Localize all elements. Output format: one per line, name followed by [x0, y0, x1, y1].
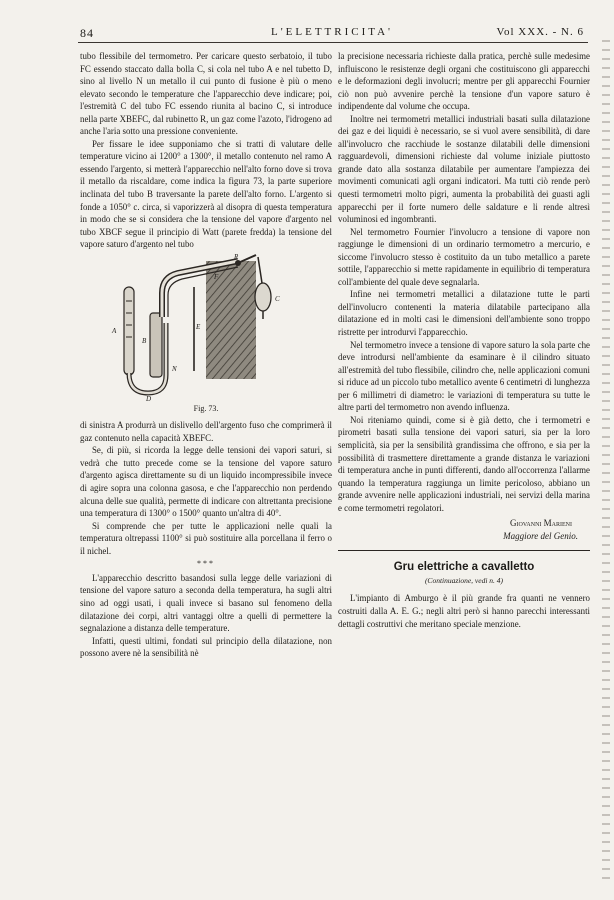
paragraph: Infatti, questi ultimi, fondati sul principio della dilatazione, non possono avere nè la sensibilità nè: [80, 635, 332, 659]
section-separator: [338, 550, 590, 551]
paragraph: Nel termometro invece a tensione di vapore saturo la sola parte che deve introdursi nell'ambiente da esaminare è il cilindro situato all'estremità del tubo flessibile, cilindro che, nelle applicazioni comuni si riduce ad un piccolo tubo metallico avente 6 centimetri di lunghezza per 6 millimetri di diametro: le variazioni di temperatura su tutte le altre parti del termometro non avendo influenza.: [338, 339, 590, 413]
figure-label: E: [196, 322, 201, 331]
paragraph: L'apparecchio descritto basandosi sulla legge delle variazioni di tensione del vapore saturo a seconda della temperatura, ha sugli altri sino ad oggi usati, i quali invece si basano sul fenomeno della dilatazione dei corpi, altri vantaggi oltre a quelli di permettere la segnalazione a distanza delle temperature.: [80, 572, 332, 634]
section-title: Gru elettriche a cavalletto: [393, 561, 535, 574]
paragraph: la precisione necessaria richieste dalla pratica, perchè sulle medesime influiscono le resistenze degli organi che costituiscono gli apparecchi e le deformazioni degli involucri; mentre per gli apparecchi Fournier ciò non può avvenire perchè la tensione d'un vapore saturo è indipendente dal volume che occupa.: [338, 51, 590, 112]
header-rule: [78, 42, 588, 43]
figure-label: C: [275, 294, 280, 303]
figure-label: D: [146, 394, 152, 401]
paragraph: Per fissare le idee supponiamo che si tratti di valutare delle temperature vicino ai 1200° a 1300°, il metallo contenuto nel ramo A essendo l'argento, si metterà l'apparecchio nell'alto forno dove si trova il metallo da riscaldare, come indica la figura 73, la parte superiore inclinata del tubo B traversante la parete dell'alto forno. L'argento si fonde a 1050° c. circa, si vaporizzerà al disopra di questa temperatura in modo che se si considera che la tensione del vapore d'argento nel tubo XBCF segue il principio di Watt (parete fredda) la tensione del vapore saturo d'argento nel tubo: [80, 138, 332, 250]
tube-b: [150, 313, 162, 377]
paragraph: Si comprende che per tutte le applicazioni nelle quali la temperatura oltrepassi 1100° si può sostituire alla porcellana il ferro o il nichel.: [80, 520, 332, 556]
figure-label: N: [172, 364, 177, 373]
running-header: [80, 26, 584, 42]
page-number: 84: [80, 26, 94, 40]
author-role: Maggiore del Genio.: [503, 530, 578, 541]
author-signature: Giovanni Marieni: [510, 518, 572, 529]
paragraph: Inoltre nei termometri metallici industriali basati sulla dilatazione dei gaz e dei liquidi è necessario, se si vuol avere sensibilità, di dare all'involucro che racchiude le sostanze dilatabili delle dimensioni ragguardevoli, dimensioni richieste dal volume iniziale piuttosto grande dato alla sostanza dilatabile per aumentare l'ampiezza dei movimenti comunicati agli organi indicatori. Ma tutti ciò rende però questi termometri molto pigri, aumenta la probabilità dei guasti agli apparecchi per il forte numero delle saldature e li rende altresì voluminosi ed ingombranti.: [338, 113, 590, 225]
page-edge: [602, 40, 610, 880]
paragraph: di sinistra A produrrà un dislivello dell'argento fuso che comprimerà il gaz contenuto nella capacità XBEFC.: [80, 420, 332, 443]
paragraph: Nel termometro Fournier l'involucro a tensione di vapore non raggiunge le dimensioni di un ordinario termometro a mercurio, e siccome l'involucro stesso è costituito da un tubo metallico a parete sottile, l'apparecchio si mette rapidamente in equilibrio di temperatura coll'ambiente del quale deve segnalarla.: [338, 226, 590, 287]
right-column: [338, 50, 590, 630]
pyrometer-figure: [106, 253, 306, 401]
figure-label: R: [234, 252, 239, 261]
paragraph: tubo flessibile del termometro. Per caricare questo serbatoio, il tubo FC essendo staccato dalla bolla C, si cola nel tubo A e nel tubetto D, sino al livello N un metallo il cui punto di fusione è più o meno elevato secondo le temperature che l'apparecchio deve indicare; poi, l'estremità C del tubo FC essendo riunita al bacino C, si introduce nella parte XBEFC, dal rubinetto R, un gaz come l'azoto, l'idrogeno ad anche l'aria sotto una pressione conveniente.: [80, 51, 332, 137]
section-subtitle: (Continuazione, vedi n. 4): [424, 575, 504, 585]
figure-label: A: [112, 326, 117, 335]
tube-a: [124, 287, 134, 375]
volume-number: Vol XXX. - N. 6: [496, 26, 584, 38]
paragraph: Noi riteniamo quindi, come si è già detto, che i termometri e pirometri basati sulla tensione dei vapori saturi, sia per la loro semplicità, sia per la sensibilità grandissima che offrono, e sia per la possibilità di trasmettere direttamente a grande distanza le variazioni di temperatura anche in punti differenti, dando all'occorrenza l'allarme quando la temperatura raggiunga un limite pericoloso, abbiano un grande avvenire nelle applicazioni industriali, nei servizi della marina e come termometri regolatori.: [338, 414, 590, 513]
running-title: L'ELETTRICITA': [270, 26, 394, 38]
section-break: ***: [197, 559, 215, 569]
bulb-c: [255, 283, 271, 311]
figure-caption: Fig. 73.: [193, 403, 219, 413]
paragraph: Infine nei termometri metallici a dilatazione tutte le parti dell'involucro contenenti la materia dilatabile partecipano alla dilatazione ed in molti casi le dimensioni dell'ambiente sono troppo ristrette per introdurvi l'apparecchio.: [338, 289, 590, 338]
paragraph: L'impianto di Amburgo è il più grande fra quanti ne vennero costruiti dalla A. E. G.; negli altri però si hanno parecchi interessanti dettagli costruttivi che meritano speciale menzione.: [338, 593, 590, 629]
figure-label: B: [142, 336, 147, 345]
paragraph: Se, di più, si ricorda la legge delle tensioni dei vapori saturi, si vedrà che tutto precede come se la tensione del vapore saturo d'argento agisca direttamente su di un liquido incompressibile invece di agire sopra una colonna gasosa, e che l'apparecchio non perdendo alcuna delle sue qualità, permette di indicare con altrettanta precisione una temperatura di 1300° o 1500° quanto un'altra di 40°.: [80, 445, 332, 519]
figure-label: F: [214, 272, 219, 281]
left-column: [80, 50, 332, 660]
